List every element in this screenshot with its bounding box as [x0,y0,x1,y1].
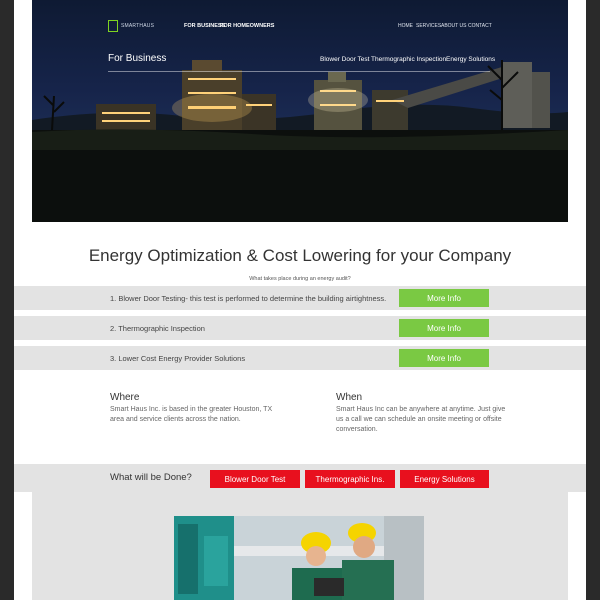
page-tagline: What takes place during an energy audit? [249,276,351,282]
top-navigation [32,20,568,34]
site-logo[interactable] [108,20,154,32]
thermographic-ins-button[interactable]: Thermographic Ins. [305,470,395,488]
what-will-be-done-title: What will be Done? [110,472,192,483]
hero-banner [32,0,568,222]
subnav-thermographic-inspection[interactable]: Thermographic Inspection [371,56,447,63]
energy-solutions-button[interactable]: Energy Solutions [400,470,489,488]
nav-about-us[interactable]: ABOUT US [441,23,467,29]
nav-services[interactable]: SERVICES [416,23,442,29]
more-info-button[interactable]: More Info [399,289,489,307]
item-text: 3. Lower Cost Energy Provider Solutions [110,354,246,363]
item-text: 2. Thermographic Inspection [110,324,205,333]
house-logo-icon [108,20,118,32]
page-frame [14,0,586,600]
nav-for-business[interactable]: FOR BUSINESS [184,23,226,29]
where-title: Where [110,392,140,403]
nav-contact[interactable]: CONTACT [468,23,492,29]
logo-text: SMARTHAUS [121,23,155,29]
workers-illustration [174,516,424,600]
nav-for-homeowners[interactable]: FOR HOMEOWNERS [220,23,275,29]
subnav-energy-solutions[interactable]: Energy Solutions [446,56,496,63]
nav-home[interactable]: HOME [398,23,413,29]
more-info-button[interactable]: More Info [399,319,489,337]
item-text: 1. Blower Door Testing- this test is performed to determine the building airtightness. [110,294,387,303]
more-info-button[interactable]: More Info [399,349,489,367]
page-headline: Energy Optimization & Cost Lowering for your Company [88,246,512,265]
subnav-blower-door-test[interactable]: Blower Door Test [320,56,370,63]
blower-door-test-button[interactable]: Blower Door Test [210,470,300,488]
list-item [14,316,586,340]
where-text: Smart Haus Inc. is based in the greater Houston, TX area and service clients across the nation. [110,406,273,423]
hero-title: For Business [108,53,167,64]
hero-divider [108,71,490,72]
when-text: Smart Haus Inc can be anywhere at anytime. Just give us a call we can schedule an onsite meeting or offsite conversation. [336,406,506,433]
workers-photo [174,516,424,600]
list-item [14,286,586,310]
what-will-be-done-band [14,464,586,492]
list-item [14,346,586,370]
when-title: When [336,392,363,403]
